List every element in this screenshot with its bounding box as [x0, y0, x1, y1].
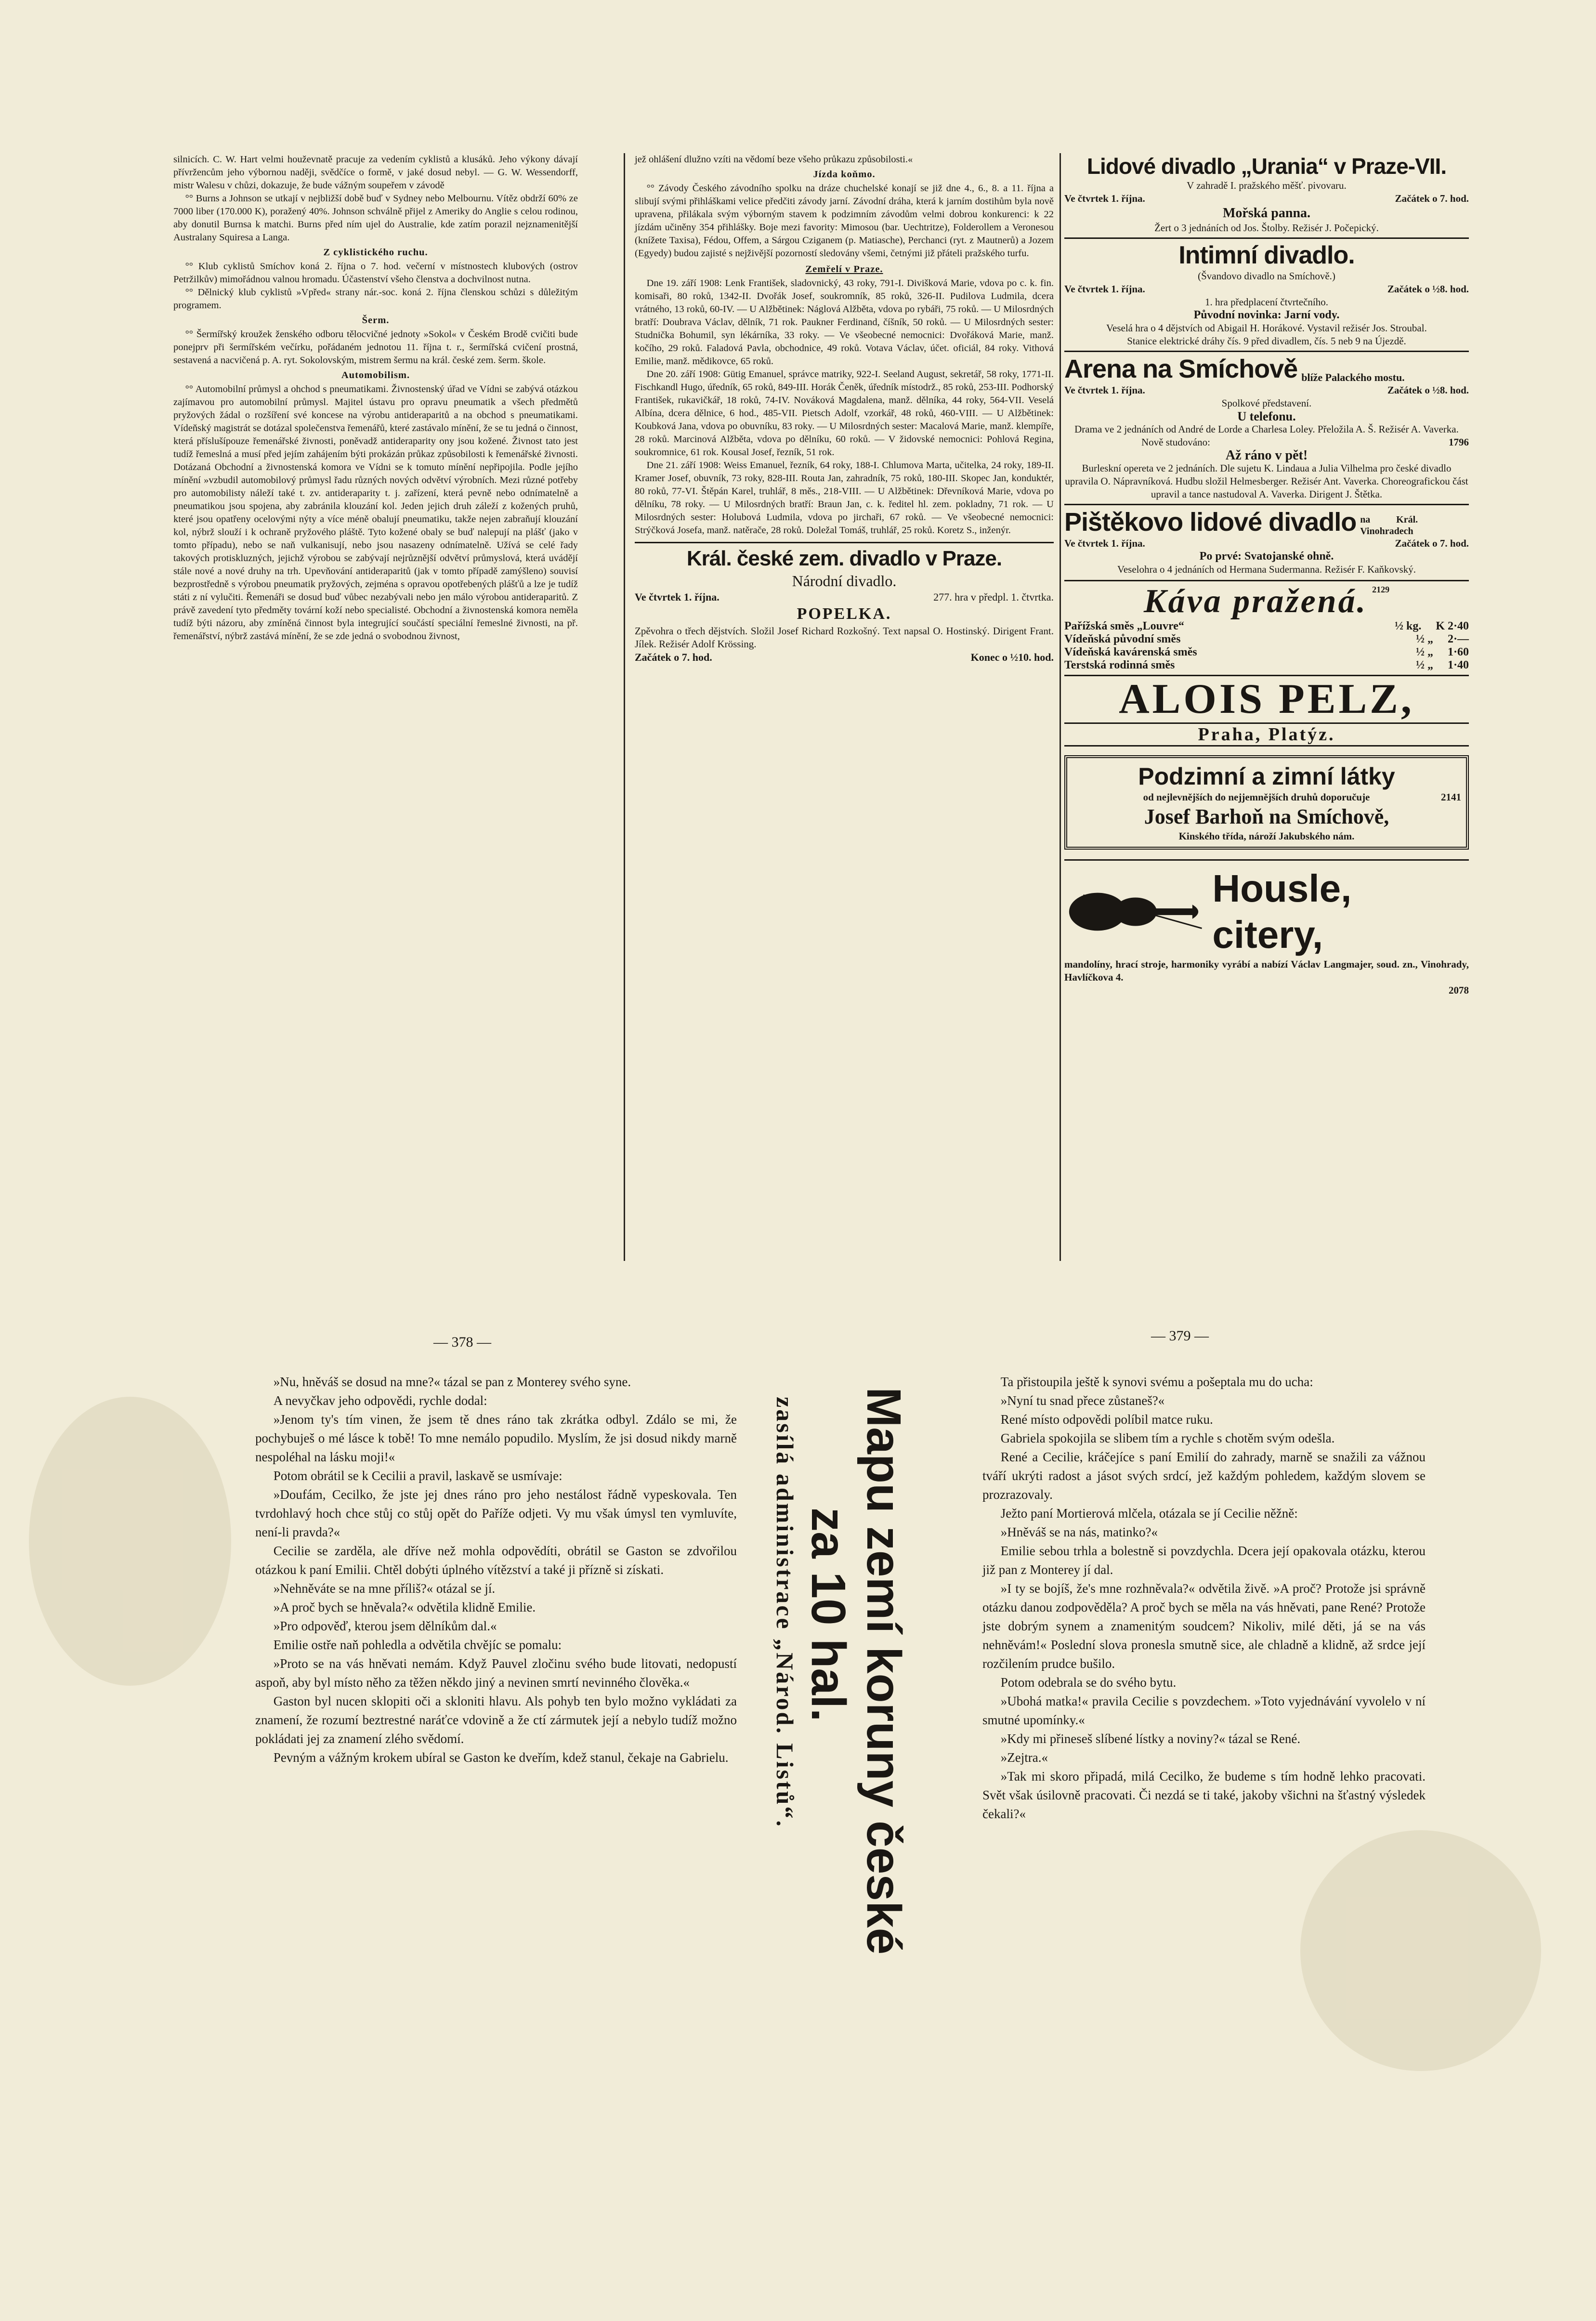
novel-paragraph: Pevným a vážným krokem ubíral se Gaston ke dveřím, kdež stanul, čekaje na Gabrielu. — [273, 1750, 729, 1765]
violin-icon — [1064, 885, 1206, 938]
novel-paragraph: »Kdy mi přineseš slíbené lístky a noviny?« tázal se René. — [1000, 1731, 1301, 1746]
sport-paragraph: °° Závody Českého závodního spolku na dráze chuchelské konají se již dne 4., 6., 8. a 11. října a slibují svými přihláškami velice předčiti závody jarní. Závodní dráha, která k jarním dostihům byla nově upravena, přilákala svým výborným stavem k podzimním závodům velmi dobrou konkurenci: k 22 jízdám učiněny 354 přihlášky. Boje mezi favority: Mimosou (bar. Uechtritze), Folderollem a Veronesou (knížete Taxisa), Fédou, Offem, a Sárgou Cziganem (p. Matiasche), Perchanci (ryt. z Mautnerů) a Jozem (Egyedy) budou zajisté s nejživější pozorností sledovány všemi, četnými již přáteli pražského turfu. — [635, 183, 1054, 259]
firm-name: ALOIS PELZ, — [1064, 675, 1469, 722]
violin-header — [1064, 865, 1469, 958]
start-time: Začátek o ½8. hod. — [1387, 283, 1469, 295]
ad-price: za 10 hal. — [801, 1508, 855, 1722]
ad-number: 2078 — [1449, 984, 1469, 996]
coffee-name: Terstská rodinná směs — [1064, 659, 1175, 671]
theatre-date: Ve čtvrtek 1. října. — [1064, 384, 1145, 396]
theatre-title: Arena na Smíchově — [1064, 354, 1298, 383]
section-heading: Automobilism. — [341, 370, 410, 380]
novel-paragraph: A nevyčkav jeho odpovědi, rychle dodal: — [273, 1393, 487, 1408]
cloth-ad — [1064, 755, 1469, 850]
theatre-subtitle: Národní divadlo. — [792, 572, 897, 590]
serial-novel-left — [255, 1373, 737, 1767]
play-description: Drama ve 2 jednáních od André de Lorde a Charlesa Loley. Přeložila A. Š. Režisér A. Vaverka. — [1074, 423, 1459, 435]
theatre-location: na Král. Vinohradech — [1360, 514, 1418, 537]
theatre-ad-urania — [1064, 153, 1469, 235]
play-title: Až ráno v pět! — [1225, 448, 1308, 463]
firm-city: Praha, Platýz. — [1064, 722, 1469, 747]
theatre-ad-intimni — [1064, 237, 1469, 348]
obituary-paragraph: Dne 19. září 1908: Lenk František, sladovnický, 43 roky, 791-I. Divišková Marie, vdova po c. k. fin. komisaři, 80 roků, 1342-II. Dvořák Josef, soukromník, 85 roků, 326-II. Pudilova Ludmila, dcera vrátného, 13 roků, 60-IV. — U Alžbětinek: Náglová Alžběta, vdova po rybáři, 75 roků. — U Milosrdných bratří: Doubrava Václav, dělník, 71 rok. Paukner Ferdinand, číšník, 50 roků. — U Milosrdných sester: Studnička Bohumil, syn lékárníka, 33 roky. — Ve všeobecné nemocnici: Dvořáková Marie, manž. kočího, 29 roků. Faladová Pavla, obchodnice, 49 roků. Votava Václav, účet. oficiál, 84 roky. Vithová Emilie, manž. mědikovce, 65 roků. — [635, 278, 1054, 367]
theatre-date: Ve čtvrtek 1. října. — [1064, 283, 1145, 295]
theatre-perf: 277. hra v předpl. 1. čtvrtka. — [933, 591, 1054, 603]
coffee-price: 1·40 — [1447, 659, 1469, 671]
firm-address: Kinského třída, nároží Jakubského nám. — [1178, 830, 1355, 842]
coffee-qty: ½ kg. — [1394, 620, 1422, 632]
article-column-2 — [635, 153, 1054, 664]
coffee-price-row — [1064, 620, 1469, 633]
theatre-date-row — [1064, 283, 1469, 296]
theatre-date-row — [1064, 537, 1469, 550]
play-description: Burleskní opereta ve 2 jednáních. Dle sujetu K. Lindaua a Julia Vilhelma pro české divadlo upravila O. Nápravníková. Hudbu složil Helmesberger. Režisér Ant. Vaverka. Choreografickou část upravil a tance nastudoval A. Vaverka. Dirigent J. Štětka. — [1065, 462, 1468, 500]
theatre-date-row — [1064, 192, 1469, 205]
pistek-header — [1064, 507, 1469, 537]
ad-description: od nejlevnějších do nejjemnějších druhů doporučuje — [1143, 791, 1370, 803]
novel-paragraph: »Nu, hněváš se dosud na mne?« tázal se pan z Monterey svého syne. — [273, 1375, 631, 1389]
theatre-date-row — [635, 590, 1054, 603]
section-heading: Jízda koňmo. — [813, 169, 876, 180]
sport-paragraph: °° Automobilní průmysl a ohchod s pneumatikami. Živnostenský úřad ve Vídni se zabývá otázkou zajímavou pro automobilní průmysl. Majitel ústavu pro opravu pneumatik a všech předmětů pryžových žádal o rozšíření své koncese na výrobu antideraparitů a na obchod s pneumatikami. Vídeňský magistrát se dotázal společenstva řemenářů, které zastávalo mínění, že se tu jedná o činnost, která příslušípouze řemenářské živnosti, poněvadž antideraparity ony jsou kožené. Živnost tato jest tudíž řemeslná a musí před jejím zahájením býti prokázán průkaz způsobilosti k řemenářské živnosti. Dotázaná Obchodní a živnostenská komora ve Vídni se k tomuto mínění nepřipojila. Podle jejího mínění »vzbudil automobilový průmysl řadu různých nových odvětví výrobních. Mezi různé potřeby pro automobilisty náleží také t. zv. antideraparity t. j. zařízení, která pevně nebo odnímatelně a pneumatikou jsou spojena, aby zabránila klouzání kol. Jeden jejich druh záleží z kožených pruhů, které jsou opatřeny ocelovými nýty a více méně obalují pneumatiku, takže nejen zabraňují klouzání kol, nýbrž slouží i k ochraně pryžového pláště. Tyto kožené obaly se buď nalepují na plášť (jako v tomto případu), nebo se naň vulkanisují, nebo jsou nasazeny odnímatelně. Užívá se celé řady takových protiskluzných, jejichž výrobou se zabývají nejrůznější odvětví průmyslová, která uvádějí stále nové a nové druhy na trh. Upevňování antideraparitů (jak v tomto případě zamýšleno) souvisí bezprostředně s výrobou pneumatik pryžových, zejména s opravou opotřebených plášťů a lze je tudíž státi z ní vylučiti. Řemenáři se dosud buď vůbec nezabývali nebo jen málo výrobou antideraparitů. Z právě zavedení tyto předměty tovární koží nebo specialisté. Obchodní a živnostenská komora neměla tudíž býti názoru, aby zmíněná činnost byla integrující součástí speciální řemeslné živnosti, na př. řemenářství, nýbrž zastává mínění, že se zde jedná o svobodnou živnost, — [173, 384, 578, 642]
novel-paragraph: »Ubohá matka!« pravila Cecilie s povzdechem. »Toto vyjednávání vyvolelo v ní smutné upomínky.« — [982, 1694, 1426, 1727]
start-time: Začátek o ½8. hod. — [1387, 384, 1469, 396]
theatre-note: 1. hra předplacení čtvrtečního. — [1205, 296, 1328, 308]
novel-paragraph: »Proto se na vás hněvati nemám. Když Pauvel zločinu svého bude litovati, nedopustí aspoň, aby byl místo něho za těžen někdo jiný a nevinen smrtí nevinného člověka.« — [255, 1656, 737, 1690]
tram-info: Stanice elektrické dráhy čís. 9 před divadlem, čís. 5 neb 9 na Újezdě. — [1127, 335, 1406, 347]
coffee-price-row — [1064, 646, 1469, 659]
theatre-date-row — [1064, 384, 1469, 397]
play-title: Po prvé: Svatojanské ohně. — [1199, 550, 1334, 563]
ad-description: mandolíny, hrací stroje, harmoniky vyrábí a nabízí Václav Langmajer, soud. zn., Vinohrady, Havlíčkova 4. — [1064, 958, 1469, 983]
play-description: Veselá hra o 4 dějstvích od Abigail H. Horákové. Vystavil režisér Jos. Stroubal. — [1106, 322, 1427, 334]
end-time: Konec o ½10. hod. — [970, 651, 1054, 663]
coffee-name: Vídeňská původní směs — [1064, 633, 1181, 645]
firm-name: Josef Barhoň na Smíchově, — [1144, 805, 1389, 828]
theatre-note: Spolkové představení. — [1221, 397, 1312, 409]
violin-ad — [1064, 859, 1469, 997]
coffee-ad — [1064, 580, 1469, 747]
novel-text — [982, 1373, 1426, 1823]
theatre-title: Intimní divadlo. — [1178, 241, 1355, 269]
coffee-price-row — [1064, 633, 1469, 646]
ad-title: Káva pražená. — [1143, 583, 1368, 620]
paper-stain — [1300, 1830, 1541, 2071]
ad-number: 2141 — [1441, 791, 1461, 803]
ad-title: Podzimní a zimní látky — [1138, 763, 1395, 790]
ad-description: zasílá administrace „Národ. Listů“. — [772, 1397, 798, 1829]
section-heading: Šerm. — [362, 315, 390, 326]
novel-paragraph: »Hněváš se na nás, matinko?« — [1000, 1525, 1158, 1539]
novel-paragraph: Ta přistoupila ještě k synovi svému a pošeptala mu do ucha: — [1000, 1375, 1313, 1389]
column-divider — [624, 153, 625, 1261]
theatre-location: V zahradě I. pražského měšť. pivovaru. — [1187, 180, 1347, 191]
play-title: U telefonu. — [1237, 409, 1296, 423]
start-time: Začátek o 7. hod. — [1395, 538, 1469, 549]
coffee-name: Pařížská směs „Louvre“ — [1064, 620, 1184, 632]
coffee-header — [1064, 583, 1469, 620]
novel-paragraph: Gaston byl nucen sklopiti oči a skloniti hlavu. Als pohyb ten bylo možno vykládati za znamení, že rozumí beztrestné naráťce vdovině a že ctí zármutek její a nebylo tudíž možno pokládati jej za znamení zlého svědomí. — [255, 1694, 737, 1746]
novel-paragraph: René a Cecilie, kráčejíce s paní Emilií do zahrady, marně se snažili za vážnou tváří ukrýti radost a jásot svých srdcí, jež každým pohledem, každým slovem se prozrazovaly. — [982, 1450, 1426, 1502]
ad-title: Housle, citery, — [1212, 867, 1352, 956]
article-column-1 — [173, 153, 578, 643]
theatre-date: Ve čtvrtek 1. října. — [1064, 538, 1145, 549]
ad-desc-row — [1072, 791, 1461, 804]
theatre-location: (Švandovo divadlo na Smíchově.) — [1198, 270, 1335, 282]
novel-paragraph: Potom odebrala se do svého bytu. — [1000, 1675, 1177, 1690]
coffee-price: K 2·40 — [1436, 620, 1469, 632]
novel-paragraph: »Pro odpověď, kterou jsem dělníkům dal.« — [273, 1619, 497, 1633]
coffee-qty: ½ „ — [1415, 659, 1433, 671]
theatre-date: Ve čtvrtek 1. října. — [635, 591, 720, 603]
theatre-title: Král. české zem. divadlo v Praze. — [686, 547, 1002, 570]
sport-paragraph: silnicích. C. W. Hart velmi houževnatě pracuje za vedením cyklistů a klusáků. Jeho výkony dávají přívržencům jeho výbornou naději, svědčíce o formě, v jaké dosud nebyl. — G. W. Wessendorff, mistr Walesu v chůzi, dokazuje, že bude vážným soupeřem v závodě — [173, 154, 578, 191]
coffee-price-list — [1064, 620, 1469, 672]
start-time: Začátek o 7. hod. — [635, 651, 712, 663]
ads-column — [1064, 153, 1469, 997]
novel-paragraph: Potom obrátil se k Cecilii a pravil, laskavě se usmívaje: — [273, 1469, 563, 1483]
coffee-price: 1·60 — [1447, 646, 1469, 658]
paper-stain — [29, 1397, 231, 1686]
novel-paragraph: Gabriela spokojila se slibem tím a rychle s chotěm svým odešla. — [1000, 1431, 1335, 1445]
ad-title: Mapu zemí koruny české — [857, 1387, 911, 1955]
ad-number: 2129 — [1372, 585, 1390, 594]
ad-number: 1796 — [1449, 436, 1469, 448]
section-heading: Z cyklistického ruchu. — [323, 247, 428, 258]
play-title: Původní novinka: Jarní vody. — [1193, 309, 1340, 321]
novel-paragraph: Ježto paní Mortierová mlčela, otázala se jí Cecilie něžně: — [1000, 1506, 1298, 1521]
start-time: Začátek o 7. hod. — [1395, 193, 1469, 204]
novel-text — [255, 1373, 737, 1767]
theatre-title: Pištěkovo lidové divadlo — [1064, 508, 1357, 537]
novel-paragraph: »Doufám, Cecilko, že jste jej dnes ráno pro jeho nestálost řádně vypeskovala. Ten tvrdohlavý hoch chce stůj co stůj opět do Paříže odjeti. Vy mu však úmysl ten vymluvíte, není-li pravda?« — [255, 1487, 737, 1539]
sport-paragraph: °° Šermířský kroužek ženského odboru tělocvičné jednoty »Sokol« v Českém Brodě cvičiti bude ponejprv při šermířském večírku, pořádaném jednotou 11. října t. r., šermířská cvičení prostná, sestavená a nacvičená p. A. ryt. Sokolovským, mistrem šermu na král. české zem. šerm. škole. — [173, 329, 578, 366]
novel-paragraph: Emilie ostře naň pohledla a odvětila chvějíc se pomalu: — [273, 1638, 562, 1652]
sport-paragraph: °° Dělnický klub cyklistů »Vpřed« strany nár.-soc. koná 2. října členskou schůzi s důležitým programem. — [173, 287, 578, 311]
play-title: POPELKA. — [797, 605, 892, 623]
novel-paragraph: »Zejtra.« — [1000, 1750, 1048, 1765]
serial-novel-right — [982, 1373, 1426, 1823]
arena-header — [1064, 354, 1469, 384]
page-number-right: — 379 — — [1151, 1328, 1209, 1344]
column-divider — [1060, 153, 1061, 1261]
theatre-ad-national — [635, 542, 1054, 664]
coffee-qty: ½ „ — [1415, 633, 1433, 645]
novel-paragraph: »Jenom ty's tím vinen, že jsem tě dnes ráno tak zkrátka odbyl. Zdálo se mi, že pochybuješ o mé lásce k tobě! To mne nemálo popudilo. Myslím, že jsi dosud nikdy marně nespoléhal na lásku moji!« — [255, 1412, 737, 1464]
play-description: Veselohra o 4 jednáních od Hermana Sudermanna. Režisér F. Kaňkovský. — [1117, 564, 1416, 575]
novel-paragraph: »A proč bych se hněvala?« odvětila klidně Emilie. — [273, 1600, 536, 1614]
theatre-date: Ve čtvrtek 1. října. — [1064, 193, 1145, 204]
sport-paragraph: °° Burns a Johnson se utkají v nejbližší době buď v Sydney nebo Melbournu. Vítěz obdrží 60% ze 7000 liber (170.000 K), poražený 40%. Johnson schválně přijel z Ameriky do Anglie s celou rodinou, aby donutil Burnsa k matchi. Burns před ním ujel do Australie, kde zatím porazil nejznamenitější Australany Squiresa a Langa. — [173, 193, 578, 243]
novel-paragraph: »I ty se bojíš, že's mne rozhněvala?« odvětila živě. »A proč? Protože jsi správně otázku danou zodpověděla? A proč bych se měla na vás hněvati, pane René? Protože jste dobrým synem a znamenitým soudcem? Nikoliv, milé děti, já se na vás nehněvám!« Poslední slova pronesla smutně sice, ale chladně a klidně, až srdce její rozčilením prudce bušilo. — [982, 1581, 1426, 1671]
sport-paragraph: jež ohlášení dlužno vzíti na vědomí beze všeho průkazu způsobilosti.« — [635, 154, 913, 165]
theatre-ad-pistek — [1064, 504, 1469, 576]
section-heading: Zemřelí v Praze. — [805, 264, 883, 275]
coffee-price-row — [1064, 659, 1469, 672]
play-description: Žert o 3 jednáních od Jos. Štolby. Režisér J. Počepický. — [1154, 222, 1379, 234]
coffee-price: 2·— — [1447, 633, 1469, 645]
theatre-note: Nově studováno: — [1141, 436, 1210, 448]
novel-paragraph: Emilie sebou trhla a bolestně si povzdychla. Dcera její opakovala otázku, kterou již pan z Monterey jí dal. — [982, 1544, 1426, 1577]
coffee-qty: ½ „ — [1415, 646, 1433, 658]
theatre-ad-arena — [1064, 351, 1469, 501]
coffee-name: Vídeňská kavárenská směs — [1064, 646, 1197, 658]
theatre-title: Lidové divadlo „Urania“ v Praze-VII. — [1086, 154, 1447, 179]
obituary-paragraph: Dne 21. září 1908: Weiss Emanuel, řezník, 64 roky, 188-I. Chlumova Marta, učitelka, 24 roky, 189-II. Kramer Josef, obuvník, 73 roky, 828-III. Routa Jan, zahradník, 75 roků, 180-III. Skopec Jan, konduktér, 80 roků, 77-VI. Štěpán Karel, truhlář, 8 měs., 218-VIII. — U Alžbětinek: Dřevníková Marie, vdova po dělníku, 78 roky. — U Milosrdných bratří: Braun Jan, c. k. ředitel hl. zem. pokladny, 71 rok. — U Milosrdných sester: Holubová Ludmila, vdova po jirchaři, 67 roků. — Ve všeobecné nemocnici: Strýčková Josefa, manž. natěrače, 28 roků. Doležal Tomáš, truhlář, 25 roků. Koretz S., inženýr. — [635, 460, 1054, 536]
play-description: Zpěvohra o třech dějstvích. Složil Josef Richard Rozkošný. Text napsal O. Hostinský. Dirigent Frant. Jílek. Režisér Adolf Krössing. — [635, 625, 1054, 650]
novel-paragraph: »Tak mi skoro připadá, milá Cecilko, že budeme s tím hodně lehko pracovati. Svět však úsilovně pracovati. Či nezdá se ti také, jakoby všichni na šťastný výsledek čekali?« — [982, 1769, 1426, 1821]
novel-paragraph: »Nehněváte se na mne příliš?« otázal se jí. — [273, 1581, 496, 1596]
theatre-times — [635, 651, 1054, 664]
novel-paragraph: René místo odpovědi políbil matce ruku. — [1000, 1412, 1213, 1427]
novel-paragraph: Cecilie se zarděla, ale dříve než mohla odpovědíti, obrátil se Gaston se zdvořilou otázkou k paní Emilii. Chtěl dobýti úplného vítězství a také ji přízně si získati. — [255, 1544, 737, 1577]
novel-paragraph: »Nyní tu snad přece zůstaneš?« — [1000, 1393, 1165, 1408]
play-title: Mořská panna. — [1222, 206, 1311, 221]
theatre-note-row — [1064, 436, 1469, 449]
page-number-left: — 378 — — [433, 1334, 491, 1350]
sport-paragraph: °° Klub cyklistů Smíchov koná 2. října o 7. hod. večerní v místnostech klubových (ostrov Petržilkův) mimořádnou valnou hromadu. Účastenství všeho členstva a dochvilnost nutna. — [173, 261, 578, 285]
obituary-paragraph: Dne 20. září 1908: Gütig Emanuel, správce matriky, 922-I. Seeland August, sekretář, 58 roky, 1771-II. Fischkandl Hugo, úředník, 65 roků, 849-III. Horák Čeněk, úředník místodrž., 85 roků, 253-III. Podhorský František, rukavičkář, 18 roků, 74-IV. Nováková Magdalena, manž. dělníka, 44 roky, 564-VII. Veselá Albína, dcera dělnice, 6 hod., 485-VII. Pietsch Adolf, vzorkář, 48 roků, 460-VIII. — U Alžbětinek: Koubková Jana, vdova po obuvníku, 83 roky. — U Milosrdných sester: Macalová Marie, manž. klempíře, 28 roků. Marcinová Alžběta, vdova po dělníku, 60 roků. — V židovské nemocnici: Pohlová Regina, soukromnice, 61 rok. Kousal Josef, řezník, 51 rok. — [635, 369, 1054, 458]
theatre-location: blíže Palackého mostu. — [1301, 371, 1405, 383]
vertical-map-ad — [771, 1373, 910, 2216]
